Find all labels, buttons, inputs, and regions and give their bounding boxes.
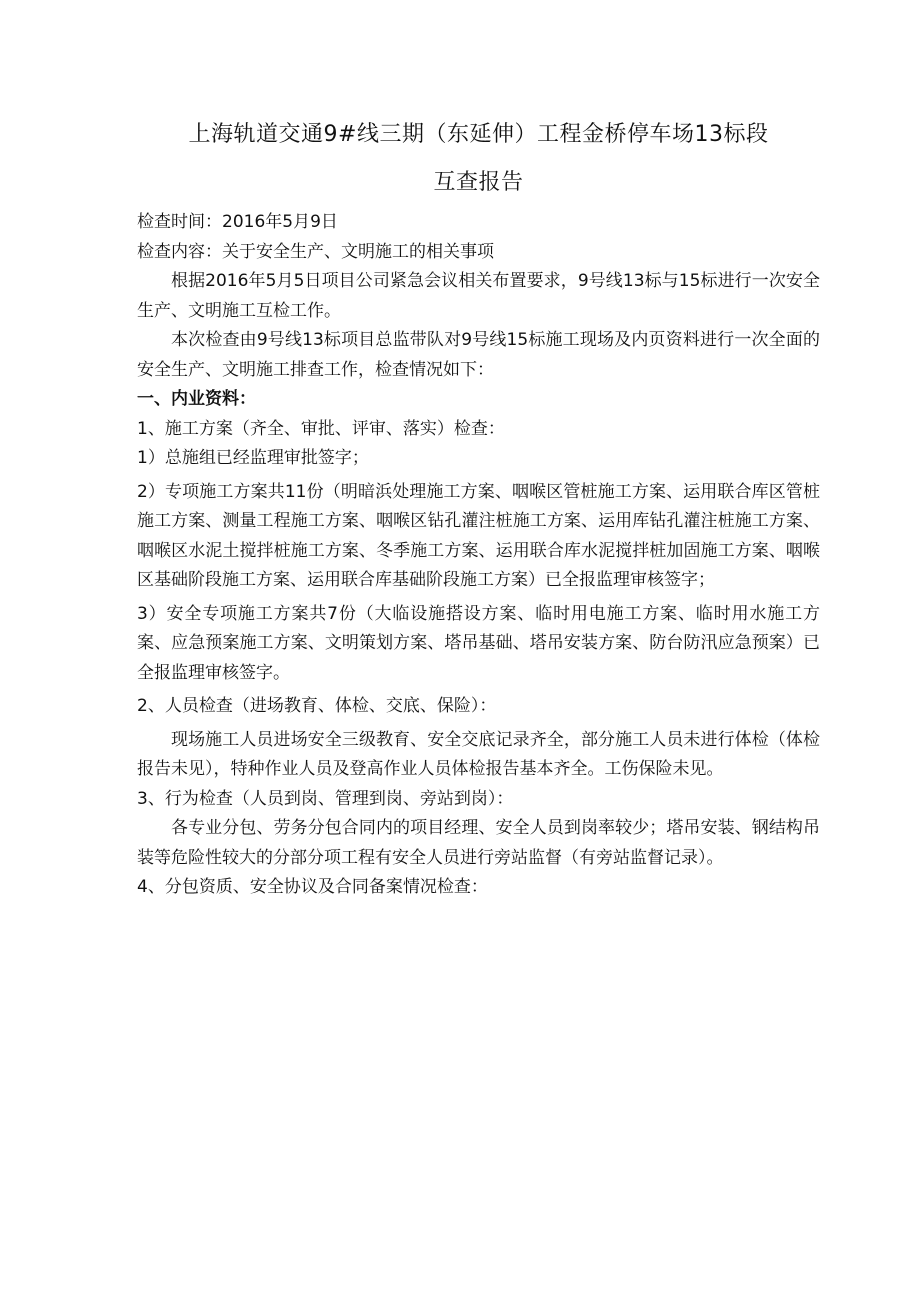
document-title-line1: 上海轨道交通9#线三期（东延伸）工程金桥停车场13标段 (188, 122, 769, 147)
item1-sub3: 3）安全专项施工方案共7份（大临设施搭设方案、临时用电施工方案、临时用水施工方案、应急预案施工方案、文明策划方案、塔吊基础、塔吊安装方案、防台防汛应急预案）已全报监理审核签字。 (137, 603, 820, 683)
check-time: 检查时间：2016年5月9日 (137, 212, 338, 232)
item2-heading: 2、人员检查（进场教育、体检、交底、保险）： (137, 696, 497, 716)
document-title-line2: 互查报告 (433, 170, 524, 195)
section1-heading: 一、内业资料： (137, 389, 256, 409)
item3-body: 各专业分包、劳务分包合同内的项目经理、安全人员到岗率较少；塔吊安装、钢结构吊装等危险性较大的分部分项工程有安全人员进行旁站监督（有旁站监督记录）。 (137, 818, 820, 868)
item1-sub2: 2）专项施工方案共11份（明暗浜处理施工方案、咽喉区管桩施工方案、运用联合库区管桩施工方案、测量工程施工方案、咽喉区钻孔灌注桩施工方案、运用库钻孔灌注桩施工方案、咽喉区水泥土搅拌桩施工方案、冬季施工方案、运用联合库水泥搅拌桩加固施工方案、咽喉区基础阶段施工方案、运用联合库基础阶段施工方案）已全报监理审核签字； (137, 481, 820, 590)
item3-heading: 3、行为检查（人员到岗、管理到岗、旁站到岗）： (137, 788, 514, 809)
paragraph-scope: 本次检查由9号线13标项目总监带队对9号线15标施工现场及内页资料进行一次全面的安全生产、文明施工排查工作，检查情况如下： (137, 330, 820, 380)
paragraph-intro: 根据2016年5月5日项目公司紧急会议相关布置要求，9号线13标与15标进行一次安全生产、文明施工互检工作。 (137, 271, 820, 321)
item4-heading: 4、分包资质、安全协议及合同备案情况检查： (137, 877, 488, 897)
check-content: 检查内容：关于安全生产、文明施工的相关事项 (137, 241, 494, 262)
item1-heading: 1、施工方案（齐全、审批、评审、落实）检查： (137, 418, 505, 439)
document-body (137, 112, 820, 903)
item1-sub1: 1）总施组已经监理审批签字； (137, 448, 369, 468)
item2-body: 现场施工人员进场安全三级教育、安全交底记录齐全，部分施工人员未进行体检（体检报告未见），特种作业人员及登高作业人员体检报告基本齐全。工伤保险未见。 (137, 729, 820, 779)
